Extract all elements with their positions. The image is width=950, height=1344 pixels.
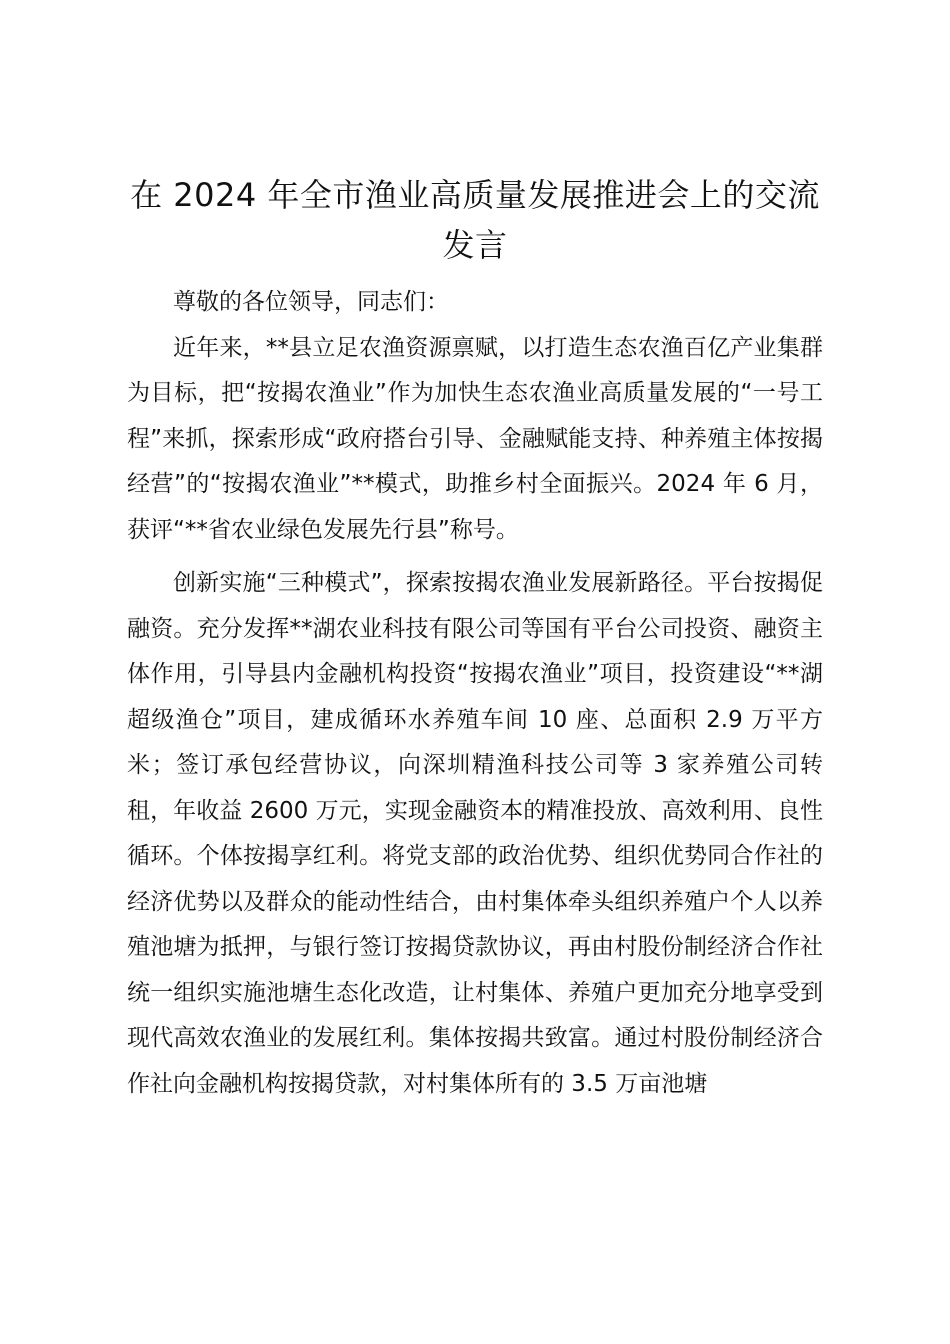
paragraph-three-models: 创新实施“三种模式”，探索按揭农渔业发展新路径。平台按揭促融资。充分发挥**湖农业科技有限公司等国有平台公司投资、融资主体作用，引导县内金融机构投资“按揭农渔业”项目，投资建设“**湖超级渔仓”项目，建成循环水养殖车间 10 座、总面积 2.9 万平方米；签订承包经营协议，向深圳精渔科技公司等 3 家养殖公司转租，年收益 2600 万元，实现金融资本的精准投放、高效利用、良性循环。个体按揭享红利。将党支部的政治优势、组织优势同合作社的经济优势以及群众的能动性结合，由村集体牵头组织养殖户个人以养殖池塘为抵押，与银行签订按揭贷款协议，再由村股份制经济合作社统一组织实施池塘生态化改造，让村集体、养殖户更加充分地享受到现代高效农渔业的发展红利。集体按揭共致富。通过村股份制经济合作社向金融机构按揭贷款，对村集体所有的 3.5 万亩池塘 — [127, 570, 823, 1097]
salutation: 尊敬的各位领导，同志们： — [173, 289, 449, 315]
paragraph-intro: 近年来，**县立足农渔资源禀赋，以打造生态农渔百亿产业集群为目标，把“按揭农渔业”作为加快生态农渔业高质量发展的“一号工程”来抓，探索形成“政府搭台引导、金融赋能支持、种养殖主体按揭经营”的“按揭农渔业”**模式，助推乡村全面振兴。2024 年 6 月，获评“**省农业绿色发展先行县”称号。 — [127, 334, 823, 543]
document-title: 在 2024 年全市渔业高质量发展推进会上的交流发言 — [130, 176, 820, 264]
document-page — [127, 170, 823, 1107]
